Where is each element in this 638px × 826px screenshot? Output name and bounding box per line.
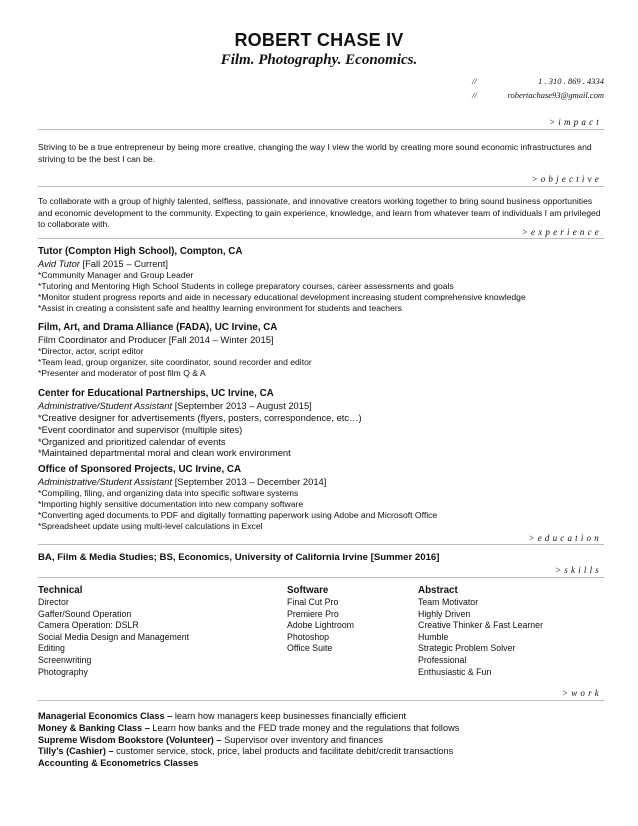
skill-item: Professional (418, 654, 467, 665)
section-label-work: >work (561, 688, 602, 698)
job-role (38, 258, 604, 270)
work-list (38, 711, 604, 770)
skill-item: Screenwriting (38, 654, 92, 665)
skill-item: Highly Driven (418, 608, 471, 619)
skill-item: Final Cut Pro (287, 597, 339, 607)
work-item-desc: Supervisor over inventory and finances (221, 734, 383, 745)
job-title: Office of Sponsored Projects, UC Irvine, CA (38, 464, 242, 475)
objective-text: To collaborate with a group of highly talented, selfless, passionate, and innovative creators working together to bring sound business opportunities and economic development to the community. Expecting to gain experience, knowledge, and learn from whatever team of individuals I am privileged to collaborate with. (38, 196, 601, 230)
job-bullets (38, 412, 604, 459)
job-role-name: Administrative/Student Assistant (38, 476, 173, 487)
email-line (472, 90, 604, 102)
skill-item: Adobe Lightroom (287, 620, 354, 631)
divider (38, 129, 604, 130)
job-bullet: *Importing highly sensitive documentation into new company software (38, 498, 304, 509)
divider (38, 186, 604, 187)
job-bullet: *Community Manager and Group Leader (38, 270, 194, 280)
section-label-objective: >objective (531, 174, 602, 184)
skill-item: Premiere Pro (287, 608, 339, 619)
section-label-skills: >skills (555, 565, 602, 575)
section-label-education: >education (528, 533, 602, 543)
job-bullets (38, 270, 604, 314)
job-bullet: *Creative designer for advertisements (flyers, posters, correspondence, etc…) (38, 412, 362, 423)
divider (38, 577, 604, 578)
job-dates: [September 2013 – December 2014] (174, 476, 327, 487)
experience-entry (38, 245, 604, 314)
work-item-title: Accounting & Econometrics Classes (38, 758, 199, 769)
job-role-name: Film Coordinator and Producer (38, 334, 167, 345)
job-dates: [September 2013 – August 2015] (174, 400, 312, 411)
job-role-name: Administrative/Student Assistant (38, 400, 173, 411)
job-bullet: *Director, actor, script editor (38, 346, 144, 356)
job-title: Film, Art, and Drama Alliance (FADA), UC Irvine, CA (38, 322, 278, 333)
skill-item: Enthusiastic & Fun (418, 666, 492, 677)
job-title: Center for Educational Partnerships, UC Irvine, CA (38, 388, 274, 399)
job-bullet: *Spreadsheet update using multi-level calculations in Excel (38, 520, 263, 531)
job-bullet: *Assist in creating a consistent safe and healthy learning environment for students and teachers (38, 302, 403, 313)
impact-text: Striving to be a true entrepreneur by being more creative, changing the way I view the world by creating more sound economic infrastructures and striving to be the best I can be. (38, 142, 592, 164)
skills-column-software (287, 584, 354, 655)
skills-column-abstract (418, 584, 543, 678)
work-item (38, 735, 604, 747)
work-item-title: Managerial Economics Class – (38, 711, 173, 721)
email-prefix: // (472, 90, 477, 100)
job-bullet: *Presenter and moderator of post film Q & A (38, 367, 206, 378)
experience-entry (38, 463, 604, 532)
work-item (38, 711, 604, 723)
job-bullet: *Compiling, filing, and organizing data into specific software systems (38, 488, 299, 498)
skill-item: Camera Operation: DSLR (38, 620, 139, 631)
skills-heading: Abstract (418, 585, 458, 596)
experience-entry (38, 321, 604, 379)
skill-item: Strategic Problem Solver (418, 643, 516, 654)
email-address: robertachase93@gmail.com (507, 90, 604, 100)
job-bullet: *Maintained departmental moral and clean work environment (38, 447, 291, 459)
skill-item: Gaffer/Sound Operation (38, 608, 132, 619)
skill-item: Photoshop (287, 631, 330, 642)
job-role (38, 400, 604, 412)
job-bullets (38, 346, 604, 379)
job-bullet: *Event coordinator and supervisor (multiple sites) (38, 423, 243, 435)
work-item-desc: learn how managers keep businesses financially efficient (172, 711, 407, 721)
job-dates: [Fall 2014 – Winter 2015] (168, 334, 274, 345)
skill-item: Director (38, 597, 69, 607)
skill-item: Office Suite (287, 643, 333, 654)
education-text: BA, Film & Media Studies; BS, Economics, University of California Irvine [Summer 2016] (38, 552, 440, 563)
work-item (38, 723, 604, 735)
work-item-title: Money & Banking Class – (38, 722, 150, 733)
skill-item: Photography (38, 666, 88, 677)
skill-item: Humble (418, 631, 449, 642)
work-item (38, 758, 604, 770)
work-item-title: Supreme Wisdom Bookstore (Volunteer) – (38, 734, 222, 745)
section-label-impact: >impact (549, 117, 602, 127)
divider (38, 544, 604, 545)
skill-item: Team Motivator (418, 597, 479, 607)
skill-item: Social Media Design and Management (38, 631, 190, 642)
resume-name: ROBERT CHASE IV (234, 30, 404, 50)
work-item-desc: customer service, stock, price, label products and facilitate debit/credit transactions (113, 746, 454, 757)
experience-entry (38, 387, 604, 459)
work-item-title: Tilly’s (Cashier) – (38, 746, 114, 757)
work-item (38, 746, 604, 758)
divider (38, 700, 604, 701)
skill-item: Editing (38, 643, 65, 654)
divider (38, 238, 604, 239)
skills-heading: Software (287, 585, 329, 596)
job-bullet: *Tutoring and Mentoring High School Students in college preparatory courses, career assessments and goals (38, 280, 454, 291)
job-bullet: *Monitor student progress reports and aide in necessary educational development increasing student comprehensive knowledge (38, 291, 526, 302)
phone-line (472, 76, 604, 88)
job-role-name: Avid Tutor (38, 258, 80, 269)
job-role (38, 476, 604, 488)
job-dates: [Fall 2015 – Current] (82, 258, 168, 269)
work-item-desc: Learn how banks and the FED trade money and the regulations that follows (149, 722, 460, 733)
phone-number: 1 . 310 . 869 . 4334 (538, 76, 604, 86)
job-bullets (38, 488, 604, 532)
resume-tagline: Film. Photography. Economics. (220, 52, 418, 68)
job-role (38, 334, 604, 346)
skills-heading: Technical (38, 585, 83, 596)
section-label-experience: >experience (521, 227, 602, 237)
job-title: Tutor (Compton High School), Compton, CA (38, 246, 243, 257)
phone-prefix: // (472, 76, 477, 86)
job-bullet: *Converting aged documents to PDF and digitally formatting paperwork using Adobe and Microsoft Office (38, 509, 438, 520)
job-bullet: *Team lead, group organizer, site coordinator, sound recorder and editor (38, 356, 312, 367)
job-bullet: *Organized and prioritized calendar of events (38, 435, 226, 447)
skills-column-technical (38, 584, 189, 678)
skill-item: Creative Thinker & Fast Learner (418, 620, 544, 631)
